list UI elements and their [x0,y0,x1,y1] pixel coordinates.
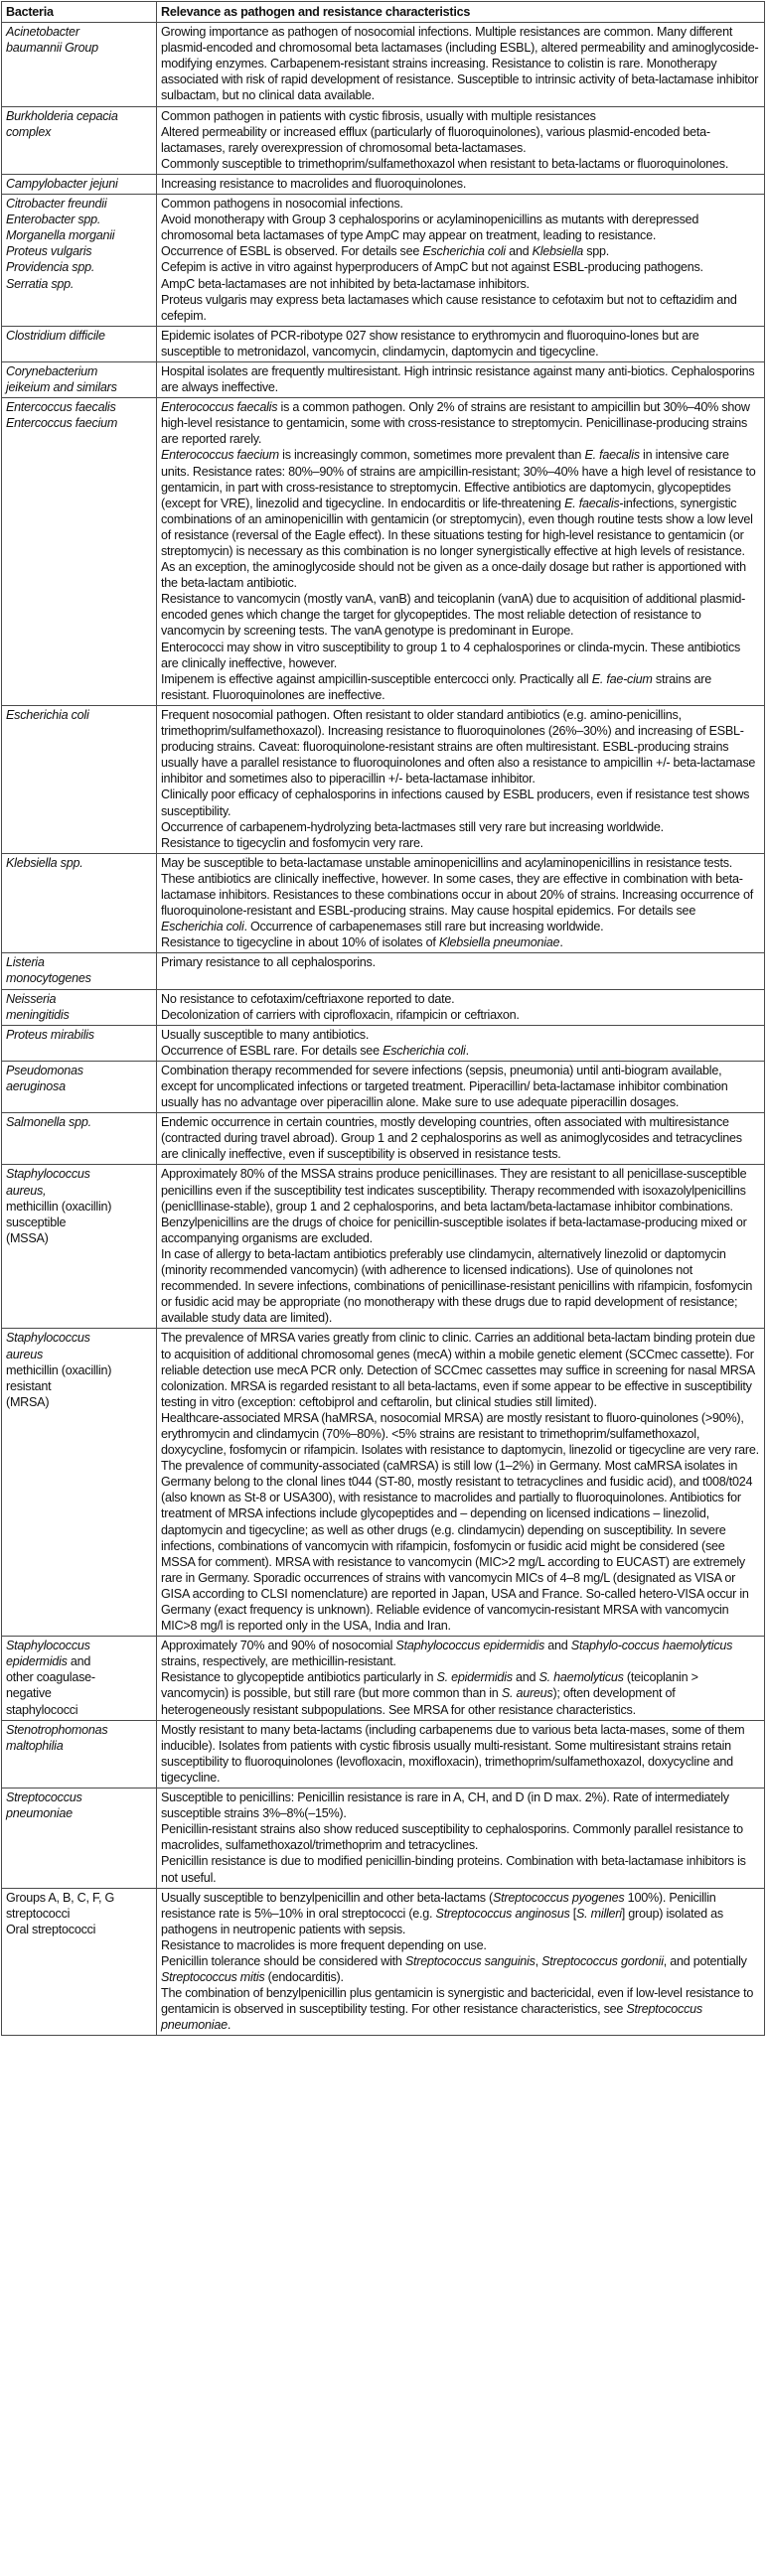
species-name: Klebsiella pneumoniae [438,935,560,950]
bacteria-name-line [6,1805,152,1821]
text-run: Occurrence of carbapenem-hydrolyzing beta-lactmases still very rare but increasing worldwide. [161,819,664,834]
column-header-relevance: Relevance as pathogen and resistance characteristics [157,2,765,23]
relevance-paragraph [161,1027,760,1043]
table-row [2,361,765,397]
bacteria-cell [2,705,157,853]
text-run: Combination therapy recommended for severe infections (sepsis, pneumonia) until anti-biogram available, except for uncomplicated infections or targeted treatment. Piperacillin/ beta-lactamase inhibitor combination usually has no advantage over piperacillin alone. Make sure to use adequate piperacillin dosages. [161,1063,728,1110]
bacteria-name-text: streptococci [6,1906,71,1921]
relevance-cell [157,1061,765,1112]
bacteria-name-line [6,227,152,243]
relevance-paragraph [161,1007,760,1023]
text-run: Usually susceptible to benzylpenicillin and other beta-lactams ( [161,1890,494,1905]
bacteria-name-text: (MSSA) [6,1230,49,1245]
text-run: (endocarditis). [264,1970,344,1985]
bacteria-name-text: Acinetobacter [6,25,79,40]
relevance-cell [157,953,765,989]
bacteria-name-line [6,1922,152,1937]
bacteria-name-text: susceptible [6,1215,67,1229]
table-row [2,953,765,989]
bacteria-name-text: jeikeium and similars [6,380,117,395]
bacteria-name-text: Proteus vulgaris [6,244,92,259]
text-run: is increasingly common, sometimes more prevalent than [278,448,585,463]
relevance-paragraph [161,1410,760,1634]
text-run: Enterococci may show in vitro susceptibility to group 1 to 4 cephalosporines or clinda-mycin. These antibiotics are clinically ineffective, however. [161,640,741,670]
bacteria-name-line [6,40,152,56]
species-name: Enterococcus faecalis [161,400,278,415]
bacteria-name-line [6,1738,152,1754]
bacteria-name-text: baumannii Group [6,41,98,56]
table-row [2,1061,765,1112]
bacteria-name-line [6,1789,152,1805]
relevance-paragraph [161,447,760,591]
relevance-paragraph [161,1330,760,1409]
table-row [2,1113,765,1165]
relevance-paragraph [161,363,760,395]
bacteria-name-text: Listeria [6,955,45,970]
species-name: S. milleri [576,1906,622,1921]
text-run: Cefepim is active in vitro against hyperproducers of AmpC but not against ESBL-producing pathogens. [161,260,703,275]
bacteria-cell [2,1061,157,1112]
text-run: The combination of benzylpenicillin plus gentamicin is synergistic and bactericidal, even if low-level resistance to gentamicin is observed in susceptibility testing. For other resistance characteristics, see [161,1986,754,2017]
bacteria-name-line [6,24,152,40]
bacteria-name-line [6,1347,152,1362]
bacteria-name-text: other coagulase- [6,1670,95,1685]
text-run: ] group) isolated as pathogens in neutropenic patients with sepsis. [161,1906,723,1936]
bacteria-name-text: Staphylococcus [6,1167,90,1182]
text-run: and [512,1670,539,1685]
text-run: Resistance to tigecycline in about 10% of isolates of [161,935,439,950]
species-name: Streptococcus pneumoniae [161,2002,702,2033]
relevance-cell [157,989,765,1025]
bacteria-name-text: Groups A, B, C, F, G [6,1890,115,1905]
relevance-paragraph [161,591,760,639]
bacteria-name-text: Entercoccus faecium [6,416,118,431]
text-run: Increasing resistance to macrolides and fluoroquinolones. [161,176,467,191]
bacteria-name-text: aureus [6,1347,44,1361]
bacteria-cell [2,326,157,361]
table-row [2,1888,765,2036]
relevance-paragraph [161,640,760,671]
text-run: Occurrence of ESBL is observed. For details see [161,244,423,259]
bacteria-name-line [6,1722,152,1738]
table-row [2,989,765,1025]
relevance-cell [157,705,765,853]
text-run: strains, respectively, are methicillin-resistant. [161,1654,396,1669]
species-name: S. aureus [501,1686,553,1701]
bacteria-name-text: Serratia spp. [6,276,75,291]
species-name: E. faecalis [584,448,640,463]
bacteria-name-line [6,1183,152,1199]
relevance-paragraph [161,991,760,1007]
bacteria-name-text: Escherichia coli [6,707,89,722]
text-run: 100%). Penicillin resistance rate is 5%–10% in oral streptococci (e.g. [161,1890,716,1921]
species-name: Streptococcus sanguinis [404,1953,536,1968]
text-run: in intensive care units. Resistance rates: 80%–90% of strains are ampicillin-resistant; 30%–40% have a high level of resistance to gentamicin, in part with cross-resistance to streptomycin. Effective antibiotics are daptomycin, glycopeptides (except for VRE), linezolid and tigecycline. In endocarditis or life-threatening [161,448,756,510]
relevance-paragraph [161,787,760,818]
relevance-paragraph [161,1166,760,1245]
bacteria-name-text: negative [6,1686,52,1701]
table-row [2,705,765,853]
bacteria-name-line [6,855,152,871]
bacteria-name-line [6,991,152,1007]
bacteria-name-line [6,1685,152,1701]
table-body [2,23,765,2036]
bacteria-name-text: aureus, [6,1183,47,1198]
bacteria-name-line [6,196,152,212]
relevance-paragraph [161,1890,760,1937]
bacteria-name-line [6,415,152,431]
bacteria-name-line [6,1638,152,1653]
relevance-paragraph [161,1722,760,1786]
bacteria-name-line [6,276,152,292]
relevance-cell [157,361,765,397]
text-run: . [559,935,563,950]
bacteria-name-text: meningitidis [6,1007,70,1022]
bacteria-name-text: Staphylococcus [6,1331,90,1346]
text-run: No resistance to cefotaxim/ceftriaxone reported to date. [161,991,455,1006]
bacteria-cell [2,361,157,397]
species-name: Streptococcus anginosus [435,1906,570,1921]
table-row [2,23,765,106]
relevance-paragraph [161,1043,760,1059]
relevance-paragraph [161,276,760,292]
bacteria-name-line [6,1906,152,1922]
bacteria-name-text: Enterobacter spp. [6,213,101,227]
table-header-row [2,2,765,23]
bacteria-name-line [6,707,152,723]
text-run: strains are resistant. Fluoroquinolones are ineffective. [161,671,711,702]
bacteria-cell [2,1720,157,1788]
text-run: (teicoplanin > vancomycin) is possible, but still rare (but more common than in [161,1670,698,1701]
relevance-paragraph [161,1789,760,1821]
bacteria-name-text: (MRSA) [6,1394,50,1409]
bacteria-name-text: Neisseria [6,991,57,1006]
bacteria-name-line [6,399,152,415]
species-name: Streptococcus gordonii [541,1953,664,1968]
bacteria-name-line [6,1702,152,1718]
bacteria-name-text: Citrobacter freundii [6,197,107,212]
bacteria-cell [2,853,157,953]
relevance-paragraph [161,124,760,156]
bacteria-name-line [6,1653,152,1669]
species-name: Escherichia coli [422,244,506,259]
bacteria-name-text: complex [6,124,52,139]
bacteria-name-text: Providencia spp. [6,260,95,275]
relevance-paragraph [161,1937,760,1953]
bacteria-name-text: Morganella morganii [6,228,115,243]
bacteria-name-text: Pseudomonas [6,1063,83,1077]
relevance-cell [157,398,765,706]
text-run: May be susceptible to beta-lactamase unstable aminopenicillins and acylaminopenicillins in resistance tests. These antibiotics are clinically ineffective, however. In some cases, they are effective in combination with beta-lactamase inhibitors. Resistances to these combinations occur in about 20% of strains. Increasing occurrence of fluoroquinolone-resistant and ESBL-producing strains. May cause hospital epidemics. For details see [161,855,753,919]
text-run: Penicillin-resistant strains also show reduced susceptibility to cephalosporins. Commonly parallel resistance to macrolides, sulfamethoxazol/trimethoprim and tetracyclines. [161,1822,743,1853]
text-run: Clinically poor efficacy of cephalosporins in infections caused by ESBL producers, even if resistance test shows susceptibility. [161,787,750,818]
table-row [2,1720,765,1788]
bacteria-name-line [6,1378,152,1394]
relevance-cell [157,106,765,174]
table-row [2,1637,765,1720]
bacteria-name-line [6,954,152,970]
relevance-paragraph [161,399,760,447]
text-run: Imipenem is effective against ampicillin-susceptible entercocci only. Practically all [161,671,592,686]
text-run: Hospital isolates are frequently multiresistant. High intrinsic resistance against many anti-biotics. Cephalosporins are always ineffective. [161,363,755,395]
text-run: Altered permeability or increased efflux (particularly of fluoroquinolones), various plasmid-encoded beta-lactamases, rarely overexpression of chromosomal beta-lactamases. [161,124,710,155]
bacteria-name-text: Clostridium difficile [6,328,105,343]
bacteria-cell [2,1888,157,2036]
bacteria-cell [2,1789,157,1889]
bacteria-name-line [6,108,152,124]
table-row [2,326,765,361]
relevance-paragraph [161,1246,760,1326]
bacteria-name-text: Stenotrophomonas [6,1722,108,1737]
bacteria-cell [2,23,157,106]
bacteria-name-line [6,328,152,344]
text-run: Commonly susceptible to trimethoprim/sulfamethoxazol when resistant to beta-lactams or fluoroquinolones. [161,156,729,171]
text-run: is a common pathogen. Only 2% of strains are resistant to ampicillin but 30%–40% show high-level resistance to gentamicin, some with cross-resistance to streptomycin. Penicillinase-producing strains are reported rarely. [161,400,750,447]
text-run: . [227,2018,231,2033]
bacteria-name-text: epidermidis [6,1654,68,1669]
text-run: -infections, synergistic combinations of an aminopenicillin with gentamicin (or streptomycin), even though routine tests show a low level of resistance (reversal of the Eagle effect). In these situations testing for high-level resistance to gentamicin (or streptomycin) is necessary as this combination is no longer synergistically effective at high levels of resistance. As an exception, the aminoglycoside should not be given as a once-daily dosage but rather is apportioned with the beta-lactam antibiotic. [161,496,753,591]
bacteria-name-text: pneumoniae [6,1806,73,1821]
relevance-paragraph [161,671,760,703]
bacteria-cell [2,1113,157,1165]
text-run: Susceptible to penicillins: Penicillin resistance is rare in A, CH, and D (in D max. 2%). Rate of intermediately susceptible strains 3%–8%(–15%). [161,1790,729,1821]
bacteria-name-line [6,1027,152,1043]
relevance-cell [157,1637,765,1720]
bacteria-name-text: Proteus mirabilis [6,1027,94,1042]
bacteria-name-text: methicillin (oxacillin) [6,1199,112,1214]
relevance-paragraph [161,819,760,835]
bacteria-cell [2,106,157,174]
text-run: In case of allergy to beta-lactam antibiotics preferably use clindamycin, alternatively linezolid or daptomycin (minority recommended vancomycin) (with adherence to licensed indications). Use of quinolones not recommended. In severe infections, combinations of penicillinase-resistant penicillins with rifampicin, fosfomycin or fusidic acid may be appropriate (no monotherapy with these drugs due to rapid development of resistance; available study data are limited). [161,1246,753,1326]
relevance-paragraph [161,1063,760,1110]
table-row [2,1165,765,1329]
relevance-cell [157,1329,765,1637]
bacteria-name-text: Campylobacter jejuni [6,176,118,191]
bacteria-name-text: aeruginosa [6,1079,66,1093]
relevance-cell [157,1720,765,1788]
species-name: Klebsiella [532,244,583,259]
bacteria-name-text: Oral streptococci [6,1922,96,1936]
relevance-cell [157,1165,765,1329]
text-run: Resistance to macrolides is more frequent depending on use. [161,1937,487,1952]
text-run: Growing importance as pathogen of nosocomial infections. Multiple resistances are common. Many different plasmid-encoded and chromosomal beta lactamases (including ESBL), altered permeability and aminoglycoside-modifying enzymes. Carbapenem-resistant strains increasing. Resistance to colistin is rare. Monotherapy associated with risk of rapid development of resistance. Susceptible to intrinsic activity of beta-lactamase inhibitor sulbactam, but no clinical data available. [161,25,759,103]
text-run: Common pathogens in nosocomial infections. [161,197,403,212]
species-name: Enterococcus faecium [161,448,279,463]
text-run: Approximately 70% and 90% of nosocomial [161,1639,396,1653]
bacteria-name-text: Corynebacterium [6,363,98,378]
species-name: S. epidermidis [436,1670,513,1685]
table-row [2,1789,765,1889]
text-run: Occurrence of ESBL rare. For details see [161,1043,384,1058]
relevance-paragraph [161,707,760,787]
table-row [2,106,765,174]
bacteria-name-line [6,1114,152,1130]
relevance-paragraph [161,24,760,103]
text-run: Common pathogen in patients with cystic fibrosis, usually with multiple resistances [161,108,596,123]
bacteria-name-line [6,176,152,192]
text-run: Avoid monotherapy with Group 3 cephalosporins or acylaminopenicillins as mutants with derepressed chromosomal beta lactamases of type AmpC may appear on treatment, leading to resistance. [161,213,699,243]
bacteria-name-text: monocytogenes [6,971,91,986]
bacteria-name-suffix: and [67,1654,91,1669]
bacteria-cell [2,1329,157,1637]
table-row [2,398,765,706]
relevance-cell [157,853,765,953]
relevance-paragraph [161,1114,760,1162]
relevance-paragraph [161,855,760,934]
relevance-paragraph [161,259,760,275]
relevance-paragraph [161,156,760,172]
relevance-cell [157,1789,765,1889]
table-row [2,195,765,327]
bacteria-name-line [6,970,152,986]
text-run: The prevalence of MRSA varies greatly from clinic to clinic. Carries an additional beta-lactam binding protein due to acquisition of additional chromosomal genes (mecA) within a mobile genetic element (SCCmec cassette). For reliable detection use mecA PCR only. Detection of SCCmec cassettes may suffice in screening for nasal MRSA colonization. MRSA is regarded resistant to all beta-lactams, even if some appear to be effective in susceptibility testing in vitro (exception: ceftobiprol and ceftarolin, but clinical studies still limited). [161,1331,755,1409]
bacteria-name-line [6,1230,152,1246]
text-run: Epidemic isolates of PCR-ribotype 027 show resistance to erythromycin and fluoroquino-lones but are susceptible to metronidazol, vancomycin, clindamycin, daptomycin and tigecycline. [161,328,699,358]
bacteria-name-line [6,1330,152,1346]
relevance-paragraph [161,954,760,970]
text-run: Penicillin tolerance should be considered with [161,1953,405,1968]
text-run: ); often development of heterogeneously resistant subpopulations. See MRSA for other resistance characteristics. [161,1686,676,1717]
bacteria-name-text: Klebsiella spp. [6,855,83,870]
bacteria-name-line [6,1215,152,1230]
text-run: , [535,1953,542,1968]
relevance-paragraph [161,934,760,950]
bacteria-cell [2,989,157,1025]
column-header-bacteria: Bacteria [2,2,157,23]
relevance-paragraph [161,328,760,359]
bacteria-name-text: methicillin (oxacillin) [6,1362,112,1377]
bacteria-name-line [6,243,152,259]
bacteria-name-line [6,379,152,395]
relevance-paragraph [161,1953,760,1985]
species-name: S. haemolyticus [538,1670,624,1685]
bacteria-name-line [6,1063,152,1078]
table-row [2,174,765,194]
species-name: Staphylococcus epidermidis [395,1639,545,1653]
text-run: and [505,244,533,259]
text-run: Penicillin resistance is due to modified penicillin-binding proteins. Combination with beta-lactamase inhibitors is not useful. [161,1854,746,1885]
text-run: Usually susceptible to many antibiotics. [161,1027,370,1042]
bacteria-cell [2,174,157,194]
relevance-paragraph [161,1853,760,1885]
relevance-paragraph [161,1985,760,2033]
bacteria-cell [2,953,157,989]
bacteria-name-line [6,1078,152,1094]
relevance-cell [157,23,765,106]
text-run: Resistance to tigecyclin and fosfomycin very rare. [161,835,423,850]
relevance-paragraph [161,108,760,124]
relevance-paragraph [161,176,760,192]
bacteria-cell [2,1165,157,1329]
text-run: . Occurrence of carbapenemases still rare but increasing worldwide. [243,920,604,934]
text-run: Resistance to glycopeptide antibiotics particularly in [161,1670,437,1685]
species-name: E. fae-cium [591,671,653,686]
relevance-paragraph [161,1821,760,1853]
bacteria-name-line [6,1166,152,1182]
bacteria-name-line [6,124,152,140]
bacteria-name-text: Staphylococcus [6,1639,90,1653]
text-run: [ [569,1906,577,1921]
species-name: Escherichia coli [383,1043,466,1058]
bacteria-resistance-table [1,1,765,2036]
relevance-paragraph [161,196,760,212]
bacteria-name-text: Entercoccus faecalis [6,400,116,415]
bacteria-name-text: maltophilia [6,1738,64,1753]
relevance-paragraph [161,835,760,851]
bacteria-name-line [6,1394,152,1410]
bacteria-name-line [6,1362,152,1378]
text-run: Healthcare-associated MRSA (haMRSA, nosocomial MRSA) are mostly resistant to fluoro-quinolones (>90%), erythromycin and clindamycin (70%–80%). <5% strains are resistant to trimethoprim/sulfamethoxazol, doxycycline, fosfomycin or rifampicin. Isolates with resistance to daptomycin, linezolid or tigecycline are very rare. The prevalence of community-associated (caMRSA) is still low (1–2%) in Germany. Most caMRSA isolates in Germany belong to the clonal lines t044 (ST-80, mostly resistant to tetracyclines and fusidic acid), and t008/t024 (also known as St-8 or USA300), with resistance to macrolides and partially to fluoroquinolones. Antibiotics for treatment of MRSA infections include glycopeptides and – depending on licensed indications – linezolid, daptomycin and tigecycline; as well as other drugs (e.g. clindamycin) depending on susceptibility. In severe infections, combinations of vancomycin with rifampicin, fosfomycin or fusidic acid might be considered (see MSSA for comment). MRSA with resistance to vancomycin (MIC>2 mg/L according to EUCAST) are extremely rare in Germany. Sporadic occurrences of strains with vancomycin MICs of 4–8 mg/L (designated as VISA or GISA according to CLSI nomenclature) are reported in Japan, USA and France. So-called hetero-VISA occur in Germany (exact frequency is unknown). Reliable evidence of vancomycin-resistant MRSA with vancomycin MIC>8 mg/l is reported only in the USA, India and Iran. [161,1410,759,1634]
species-name: E. faecalis [564,496,620,510]
table-row [2,1329,765,1637]
bacteria-name-text: Salmonella spp. [6,1115,91,1130]
bacteria-cell [2,1025,157,1061]
species-name: Streptococcus mitis [161,1970,265,1985]
table-row [2,1025,765,1061]
bacteria-cell [2,195,157,327]
relevance-cell [157,326,765,361]
species-name: Staphylo-coccus haemolyticus [570,1639,733,1653]
bacteria-name-line [6,363,152,379]
text-run: Resistance to vancomycin (mostly vanA, vanB) and teicoplanin (vanA) due to acquisition of additional plasmid-encoded genes which change the target for glycopeptides. The most reliable detection of resistance to vancomycin by screening tests. The vanA genotype is predominant in Europe. [161,592,746,639]
bacteria-name-text: Burkholderia cepacia [6,108,118,123]
table-row [2,853,765,953]
relevance-cell [157,1888,765,2036]
relevance-cell [157,174,765,194]
bacteria-cell [2,398,157,706]
bacteria-name-line [6,1007,152,1023]
relevance-cell [157,1025,765,1061]
text-run: Primary resistance to all cephalosporins. [161,955,376,970]
bacteria-name-line [6,1890,152,1906]
relevance-paragraph [161,243,760,259]
bacteria-name-text: staphylococci [6,1702,78,1717]
text-run: Frequent nosocomial pathogen. Often resistant to older standard antibiotics (e.g. amino-penicillins, trimethoprim/sulfamethoxazol). Increasing resistance to fluoroquinolones (26%–30%) and increasing of ESBL-producing strains. Caveat: fluoroquinolone-resistant strains are often multiresistant. ESBL-producing strains usually have a parallel resistance to fluoroquinolones and often also a resistance to ampicillin +/- beta-lactamase inhibitor and sometimes also to piperacillin +/- beta-lactamase inhibitor. [161,707,756,787]
relevance-cell [157,1113,765,1165]
bacteria-name-line [6,1669,152,1685]
relevance-paragraph [161,1638,760,1669]
bacteria-name-text: Streptococcus [6,1790,82,1805]
relevance-paragraph [161,292,760,324]
bacteria-name-line [6,212,152,227]
text-run: Proteus vulgaris may express beta lactamases which cause resistance to cefotaxim but not to ceftazidim and cefepim. [161,292,737,323]
text-run: Mostly resistant to many beta-lactams (including carbapenems due to various beta lacta-mases, some of them inducible). Isolates from patients with cystic fibrosis usually multi-resistant. Some multiresistant strains retain susceptibility to fluoroquinolones (levofloxacin, moxifloxacin), trimethoprim/sulfamethoxazol, doxycycline and tigecycline. [161,1722,745,1785]
text-run: Decolonization of carriers with ciprofloxacin, rifampicin or ceftriaxon. [161,1007,520,1022]
relevance-paragraph [161,1669,760,1717]
species-name: Streptococcus pyogenes [493,1890,625,1905]
text-run: , and potentially [663,1953,747,1968]
relevance-paragraph [161,212,760,243]
text-run: and [544,1639,571,1653]
text-run: Approximately 80% of the MSSA strains produce penicillinases. They are resistant to all penicillase-susceptible penicillins even if the susceptibility test indicates susceptibility. Therapy recommended with isoxazolylpenicillins (peniclllinase-stable), group 1 and 2 cephalosporins, and beta lactam/beta-lactamase inhibitor combinations. Benzylpenicillins are the drugs of choice for penicillin-susceptible isolates if beta-lactamase-producing mixed or accompanying organisms are excluded. [161,1167,747,1245]
bacteria-name-line [6,1199,152,1215]
bacteria-name-text: resistant [6,1378,52,1393]
text-run: . [465,1043,469,1058]
text-run: spp. [583,244,610,259]
bacteria-cell [2,1637,157,1720]
relevance-cell [157,195,765,327]
species-name: Escherichia coli [161,920,244,934]
text-run: AmpC beta-lactamases are not inhibited by beta-lactamase inhibitors. [161,276,530,291]
bacteria-name-line [6,259,152,275]
text-run: Endemic occurrence in certain countries, mostly developing countries, often associated with multiresistance (contracted during travel abroad). Group 1 and 2 cephalosporins as well as animoglycosides and tetracyclines are clinically ineffective, even if susceptibility is observed in resistance tests. [161,1115,742,1162]
